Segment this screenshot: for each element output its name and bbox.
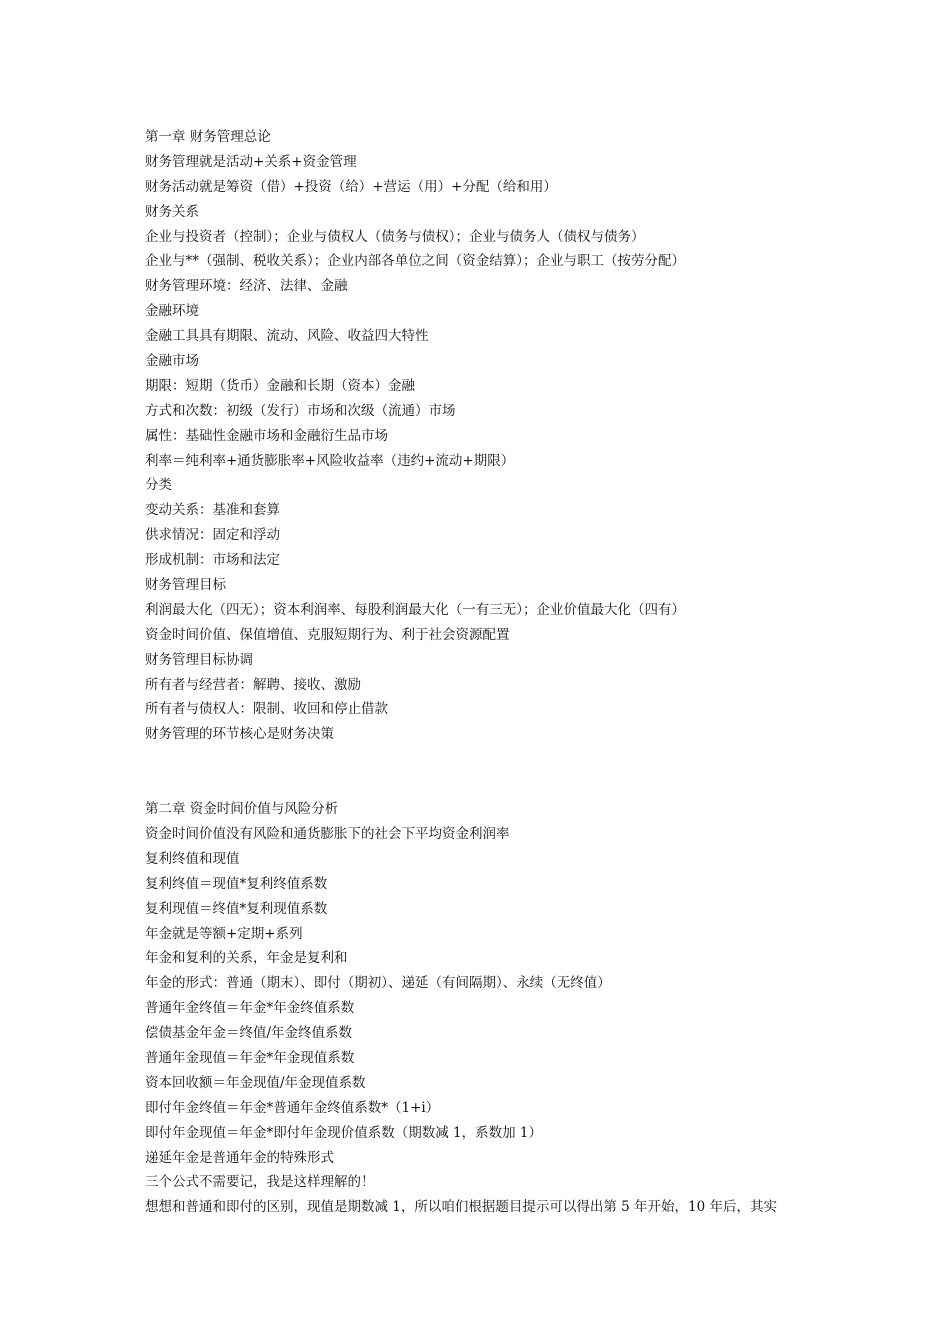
paragraph-line: 财务管理就是活动+关系+资金管理	[145, 153, 357, 170]
formula-line: 偿债基金年金＝终值/年金终值系数	[145, 1025, 353, 1042]
paragraph-line: 所有者与债权人：限制、收回和停止借款	[145, 701, 388, 718]
paragraph-line: 供求情况：固定和浮动	[145, 527, 280, 544]
formula-line: 资本回收额＝年金现值/年金现值系数	[145, 1074, 366, 1091]
paragraph-line: 财务活动就是筹资（借）+投资（给）+营运（用）+分配（给和用）	[145, 178, 557, 195]
paragraph-line: 年金就是等额+定期+系列	[145, 925, 303, 942]
paragraph-line: 金融工具具有期限、流动、风险、收益四大特性	[145, 328, 429, 345]
chapter-2-title: 第二章 资金时间价值与风险分析	[145, 801, 339, 818]
paragraph-line: 财务管理环境：经济、法律、金融	[145, 278, 348, 295]
formula-line: 即付年金终值＝年金*普通年金终值系数*（1+i）	[145, 1099, 440, 1116]
formula-line: 普通年金终值＝年金*年金终值系数	[145, 1000, 355, 1017]
section-heading: 财务管理目标协调	[145, 651, 253, 668]
paragraph-line: 方式和次数：初级（发行）市场和次级（流通）市场	[145, 402, 456, 419]
paragraph-line: 资金时间价值、保值增值、克服短期行为、利于社会资源配置	[145, 626, 510, 643]
document-body	[145, 125, 845, 1220]
chapter-1-section	[145, 125, 845, 747]
paragraph-line: 三个公式不需要记，我是这样理解的！	[145, 1174, 375, 1191]
section-heading: 分类	[145, 477, 172, 494]
formula-line: 复利现值＝终值*复利现值系数	[145, 900, 328, 917]
paragraph-line: 财务管理的环节核心是财务决策	[145, 726, 334, 743]
formula-line: 复利终值＝现值*复利终值系数	[145, 875, 328, 892]
section-heading: 财务关系	[145, 203, 199, 220]
formula-line: 普通年金现值＝年金*年金现值系数	[145, 1049, 355, 1066]
paragraph-line: 企业与投资者（控制）；企业与债权人（债务与债权）；企业与债务人（债权与债务）	[145, 228, 645, 245]
paragraph-line: 年金的形式：普通（期末）、即付（期初）、递延（有间隔期）、永续（无终值）	[145, 975, 611, 992]
formula-line: 即付年金现值＝年金*即付年金现价值系数（期数减 1，系数加 1）	[145, 1124, 543, 1141]
section-heading: 金融环境	[145, 303, 199, 320]
section-heading: 复利终值和现值	[145, 850, 240, 867]
paragraph-line: 形成机制：市场和法定	[145, 552, 280, 569]
paragraph-line: 属性：基础性金融市场和金融衍生品市场	[145, 427, 388, 444]
paragraph-line: 资金时间价值没有风险和通货膨胀下的社会下平均资金利润率	[145, 825, 510, 842]
section-heading: 财务管理目标	[145, 577, 226, 594]
paragraph-line: 所有者与经营者：解聘、接收、激励	[145, 676, 361, 693]
chapter-1-title: 第一章 财务管理总论	[145, 129, 271, 145]
paragraph-line: 变动关系：基准和套算	[145, 502, 280, 519]
paragraph-line: 年金和复利的关系，年金是复利和	[145, 950, 348, 967]
section-heading: 金融市场	[145, 353, 199, 370]
paragraph-line: 利率＝纯利率+通货膨胀率+风险收益率（违约+流动+期限）	[145, 452, 515, 469]
section-spacer	[145, 747, 845, 797]
paragraph-line: 期限：短期（货币）金融和长期（资本）金融	[145, 377, 415, 394]
paragraph-line: 想想和普通和即付的区别，现值是期数减 1，所以咱们根据题目提示可以得出第 5 年开始，10 年后，其实	[145, 1199, 778, 1216]
paragraph-line: 利润最大化（四无）；资本利润率、每股利润最大化（一有三无）；企业价值最大化（四有）	[145, 601, 685, 618]
chapter-2-section	[145, 797, 845, 1220]
paragraph-line: 递延年金是普通年金的特殊形式	[145, 1149, 334, 1166]
paragraph-line: 企业与**（强制、税收关系）；企业内部各单位之间（资金结算）；企业与职工（按劳分配）	[145, 253, 685, 270]
